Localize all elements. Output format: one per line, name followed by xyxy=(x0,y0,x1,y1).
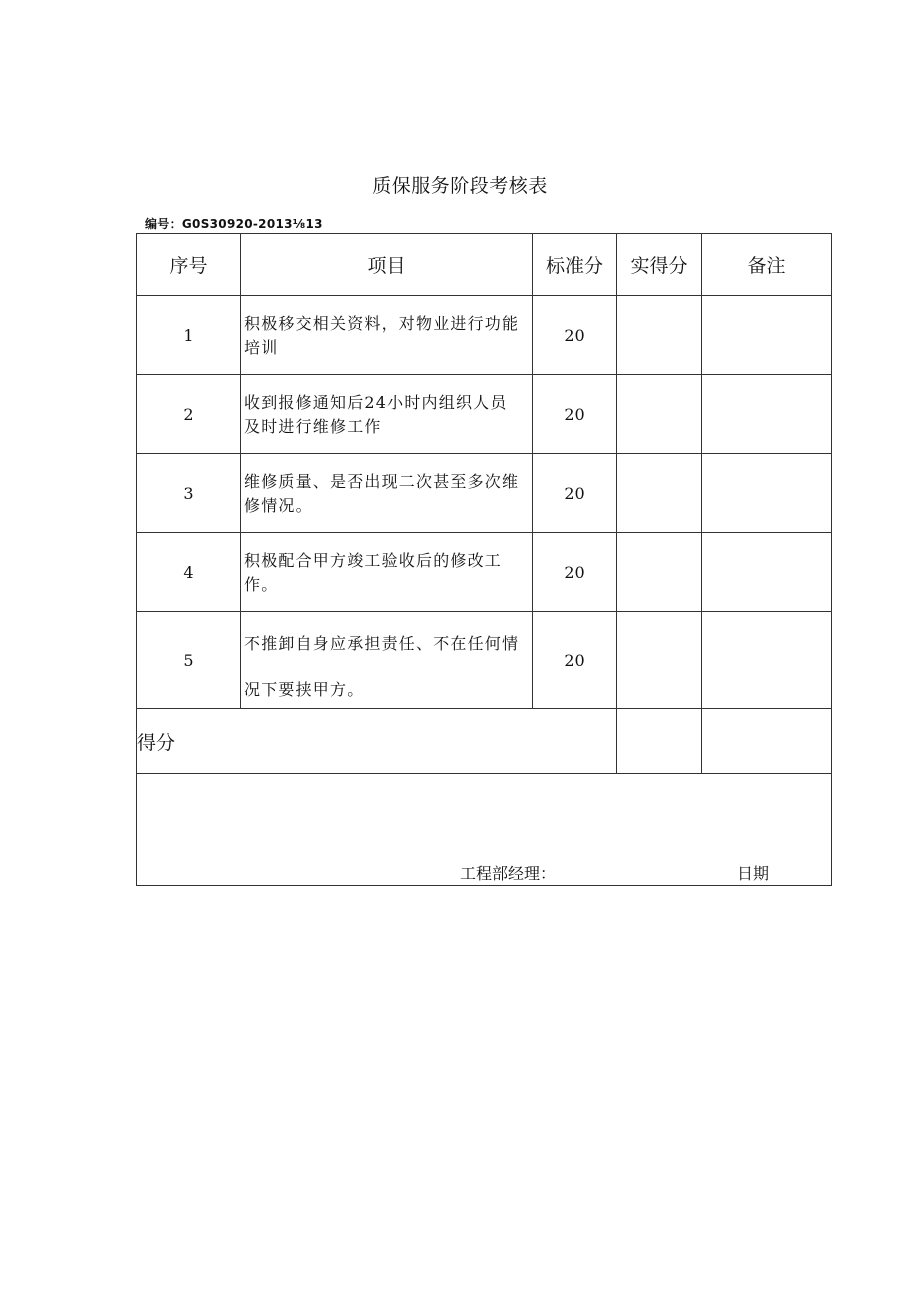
row-number: 1 xyxy=(137,296,241,375)
row-number: 3 xyxy=(137,454,241,533)
header-item: 项目 xyxy=(241,234,533,296)
assessment-table xyxy=(136,233,832,886)
manager-label: 工程部经理： xyxy=(460,864,557,883)
row-item-line: 修情况。 xyxy=(244,496,313,515)
row-standard-score: 20 xyxy=(533,454,617,533)
row-note-cell[interactable] xyxy=(702,533,832,612)
row-standard-score: 20 xyxy=(533,533,617,612)
header-no: 序号 xyxy=(137,234,241,296)
row-note-cell[interactable] xyxy=(702,612,832,709)
row-number: 4 xyxy=(137,533,241,612)
signature-row xyxy=(137,774,832,886)
row-item xyxy=(241,296,533,375)
row-item-line: 作。 xyxy=(244,575,279,594)
total-note-cell[interactable] xyxy=(702,709,832,774)
total-label: 得分 xyxy=(137,709,617,774)
row-actual-score-cell[interactable] xyxy=(617,612,702,709)
row-item-line: 培训 xyxy=(244,338,279,357)
row-item-line: 不推卸自身应承担责任、不在任何情 xyxy=(244,634,520,653)
row-number: 5 xyxy=(137,612,241,709)
signature-cell[interactable] xyxy=(137,774,832,886)
row-note-cell[interactable] xyxy=(702,454,832,533)
row-number: 2 xyxy=(137,375,241,454)
total-actual-score-cell[interactable] xyxy=(617,709,702,774)
row-item-line: 维修质量、是否出现二次甚至多次维 xyxy=(244,472,520,491)
row-item-line: 收到报修通知后24小时内组织人员 xyxy=(244,393,508,412)
table-row xyxy=(137,612,832,709)
header-note: 备注 xyxy=(702,234,832,296)
table-row xyxy=(137,454,832,533)
row-item-line: 及时进行维修工作 xyxy=(244,417,382,436)
header-standard-score: 标准分 xyxy=(533,234,617,296)
row-item xyxy=(241,454,533,533)
table-row xyxy=(137,533,832,612)
row-standard-score: 20 xyxy=(533,296,617,375)
row-item xyxy=(241,375,533,454)
date-label: 日期 xyxy=(737,864,770,883)
row-actual-score-cell[interactable] xyxy=(617,296,702,375)
row-item xyxy=(241,533,533,612)
header-actual-score: 实得分 xyxy=(617,234,702,296)
row-standard-score: 20 xyxy=(533,612,617,709)
row-standard-score: 20 xyxy=(533,375,617,454)
table-header-row xyxy=(137,234,832,296)
row-item-line: 况下要挟甲方。 xyxy=(244,680,365,699)
row-actual-score-cell[interactable] xyxy=(617,454,702,533)
row-item xyxy=(241,612,533,709)
total-row xyxy=(137,709,832,774)
table-row xyxy=(137,296,832,375)
row-item-line: 积极移交相关资料，对物业进行功能 xyxy=(244,314,520,333)
row-actual-score-cell[interactable] xyxy=(617,375,702,454)
document-code: 编号：G0S30920-2013⅛13 xyxy=(145,217,323,231)
page-title: 质保服务阶段考核表 xyxy=(372,175,548,197)
table-row xyxy=(137,375,832,454)
row-note-cell[interactable] xyxy=(702,375,832,454)
row-actual-score-cell[interactable] xyxy=(617,533,702,612)
row-note-cell[interactable] xyxy=(702,296,832,375)
row-item-line: 积极配合甲方竣工验收后的修改工 xyxy=(244,551,503,570)
